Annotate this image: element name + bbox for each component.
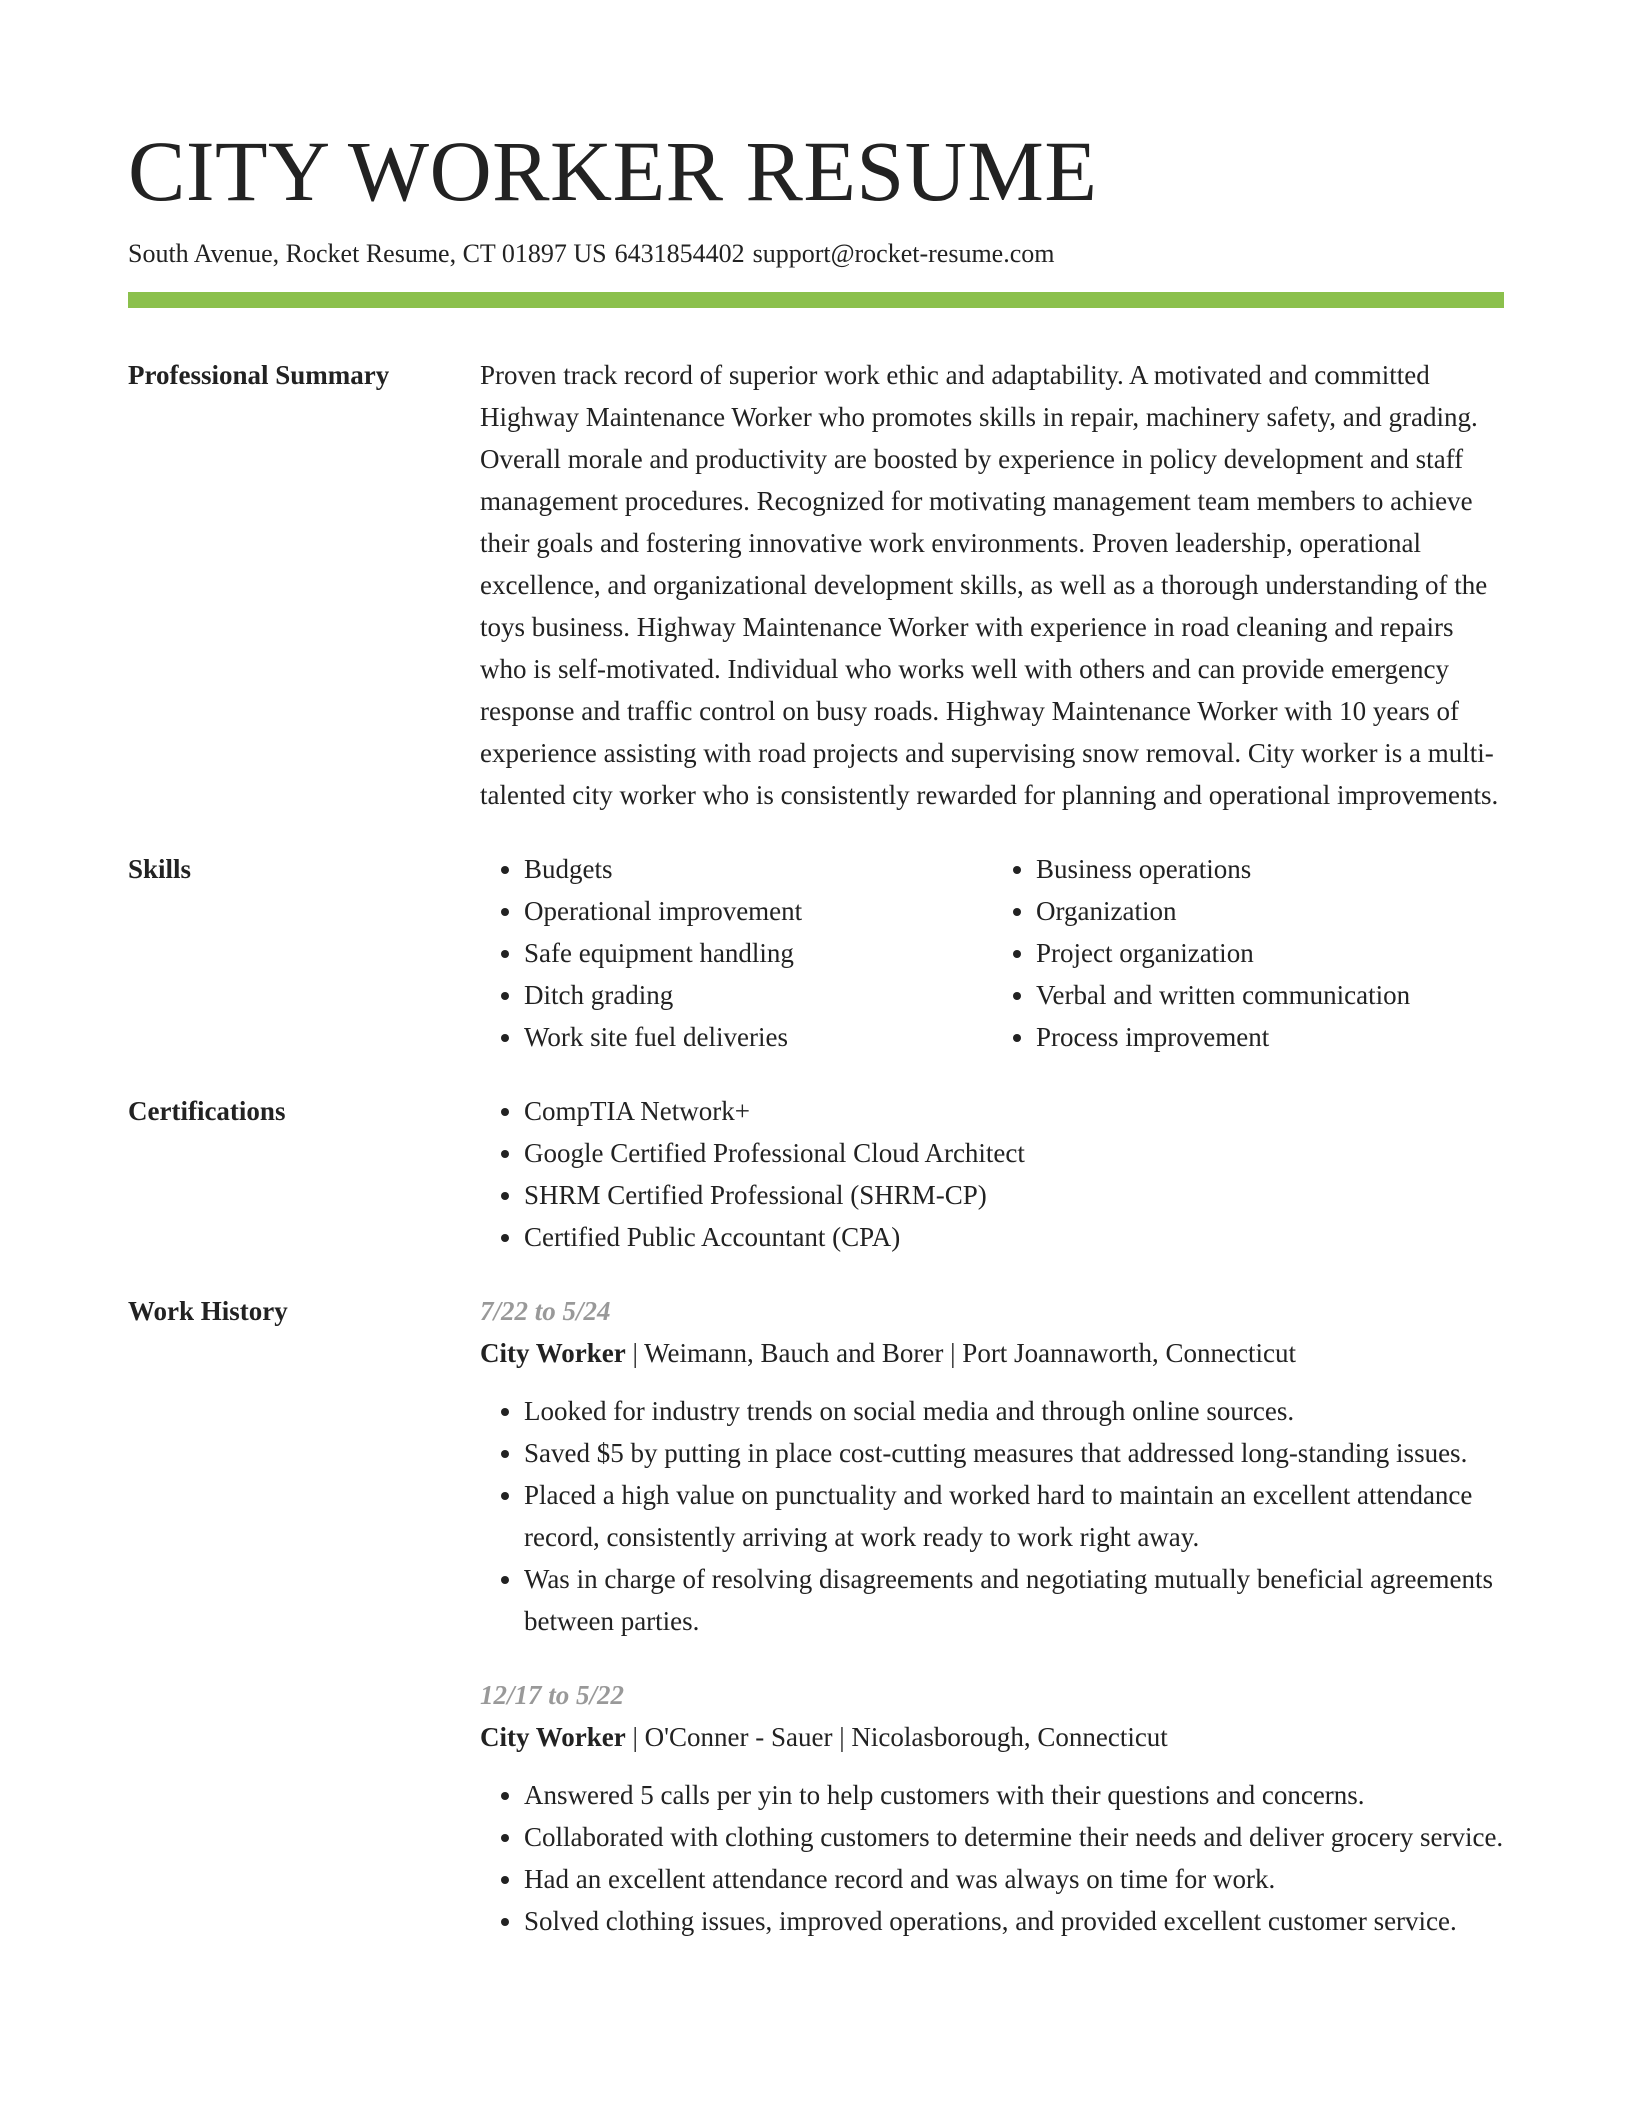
- job-separator: |: [943, 1338, 963, 1368]
- job-separator: |: [625, 1338, 645, 1368]
- work-history-content: [480, 1290, 1504, 1942]
- job-bullet: • Answered 5 calls per yin to help customers with their questions and concerns.: [524, 1774, 1504, 1816]
- job-separator: |: [625, 1722, 645, 1752]
- contact-email: support@rocket-resume.com: [752, 239, 1055, 268]
- skills-section: [128, 848, 1504, 1058]
- summary-section: [128, 354, 1504, 816]
- job-bullet: • Was in charge of resolving disagreements and negotiating mutually beneficial agreements between parties.: [524, 1558, 1504, 1642]
- job-company: O'Conner - Sauer: [644, 1722, 833, 1752]
- contact-address: South Avenue, Rocket Resume, CT 01897 US: [128, 239, 607, 268]
- skill-item: • Organization: [1036, 890, 1504, 932]
- job-separator: |: [832, 1722, 852, 1752]
- header-divider: [128, 292, 1504, 308]
- job-heading: [480, 1332, 1504, 1374]
- job-bullets: [480, 1390, 1504, 1642]
- job-title: City Worker: [480, 1338, 626, 1368]
- work-history-section: [128, 1290, 1504, 1942]
- contact-line: [128, 236, 1504, 272]
- job-entry: [480, 1674, 1504, 1942]
- job-heading: [480, 1716, 1504, 1758]
- skills-list-left: [480, 848, 992, 1058]
- skill-item: • Verbal and written communication: [1036, 974, 1504, 1016]
- certification-item: • Certified Public Accountant (CPA): [524, 1216, 1504, 1258]
- job-location: Port Joannaworth, Connecticut: [962, 1338, 1296, 1368]
- resume-title: CITY WORKER RESUME: [128, 123, 1098, 219]
- certifications-list: [480, 1090, 1504, 1258]
- certification-item: • Google Certified Professional Cloud Architect: [524, 1132, 1504, 1174]
- resume-page: [128, 118, 1504, 1942]
- certifications-section: [128, 1090, 1504, 1258]
- skill-item: • Budgets: [524, 848, 992, 890]
- skill-item: • Process improvement: [1036, 1016, 1504, 1058]
- job-bullet: • Had an excellent attendance record and was always on time for work.: [524, 1858, 1504, 1900]
- certifications-content: [480, 1090, 1504, 1258]
- job-bullet: • Solved clothing issues, improved operations, and provided excellent customer service.: [524, 1900, 1504, 1942]
- skill-item: • Business operations: [1036, 848, 1504, 890]
- job-bullet: • Looked for industry trends on social media and through online sources.: [524, 1390, 1504, 1432]
- job-company: Weimann, Bauch and Borer: [644, 1338, 944, 1368]
- skills-content: [480, 848, 1504, 1058]
- skill-item: • Ditch grading: [524, 974, 992, 1016]
- job-dates: 12/17 to 5/22: [480, 1680, 625, 1710]
- summary-text: Proven track record of superior work ethic and adaptability. A motivated and committed Highway Maintenance Worker who promotes skills in repair, machinery safety, and grading. Overall morale and productivity are boosted by experience in policy development and staff management procedures. Recognized for motivating management team members to achieve their goals and fostering innovative work environments. Proven leadership, operational excellence, and organizational development skills, as well as a thorough understanding of the toys business. Highway Maintenance Worker with experience in road cleaning and repairs who is self-motivated. Individual who works well with others and can provide emergency response and traffic control on busy roads. Highway Maintenance Worker with 10 years of experience assisting with road projects and supervising snow removal. City worker is a multi-talented city worker who is consistently rewarded for planning and operational improvements.: [480, 360, 1499, 810]
- contact-phone: 6431854402: [614, 239, 745, 268]
- skills-list-right: [992, 848, 1504, 1058]
- job-dates: 7/22 to 5/24: [480, 1296, 611, 1326]
- certification-item: • SHRM Certified Professional (SHRM-CP): [524, 1174, 1504, 1216]
- job-bullets: [480, 1774, 1504, 1942]
- skill-item: • Operational improvement: [524, 890, 992, 932]
- certification-item: • CompTIA Network+: [524, 1090, 1504, 1132]
- job-bullet: • Saved $5 by putting in place cost-cutting measures that addressed long-standing issues.: [524, 1432, 1504, 1474]
- summary-content: [480, 354, 1504, 816]
- skill-item: • Safe equipment handling: [524, 932, 992, 974]
- job-location: Nicolasborough, Connecticut: [851, 1722, 1168, 1752]
- skills-label: Skills: [128, 854, 192, 884]
- work-history-label: Work History: [128, 1296, 288, 1326]
- job-bullet: • Collaborated with clothing customers to determine their needs and deliver grocery service.: [524, 1816, 1504, 1858]
- job-bullet: • Placed a high value on punctuality and worked hard to maintain an excellent attendance record, consistently arriving at work ready to work right away.: [524, 1474, 1504, 1558]
- job-entry: [480, 1290, 1504, 1642]
- certifications-label: Certifications: [128, 1096, 286, 1126]
- skill-item: • Work site fuel deliveries: [524, 1016, 992, 1058]
- job-title: City Worker: [480, 1722, 626, 1752]
- summary-label: Professional Summary: [128, 360, 390, 390]
- skill-item: • Project organization: [1036, 932, 1504, 974]
